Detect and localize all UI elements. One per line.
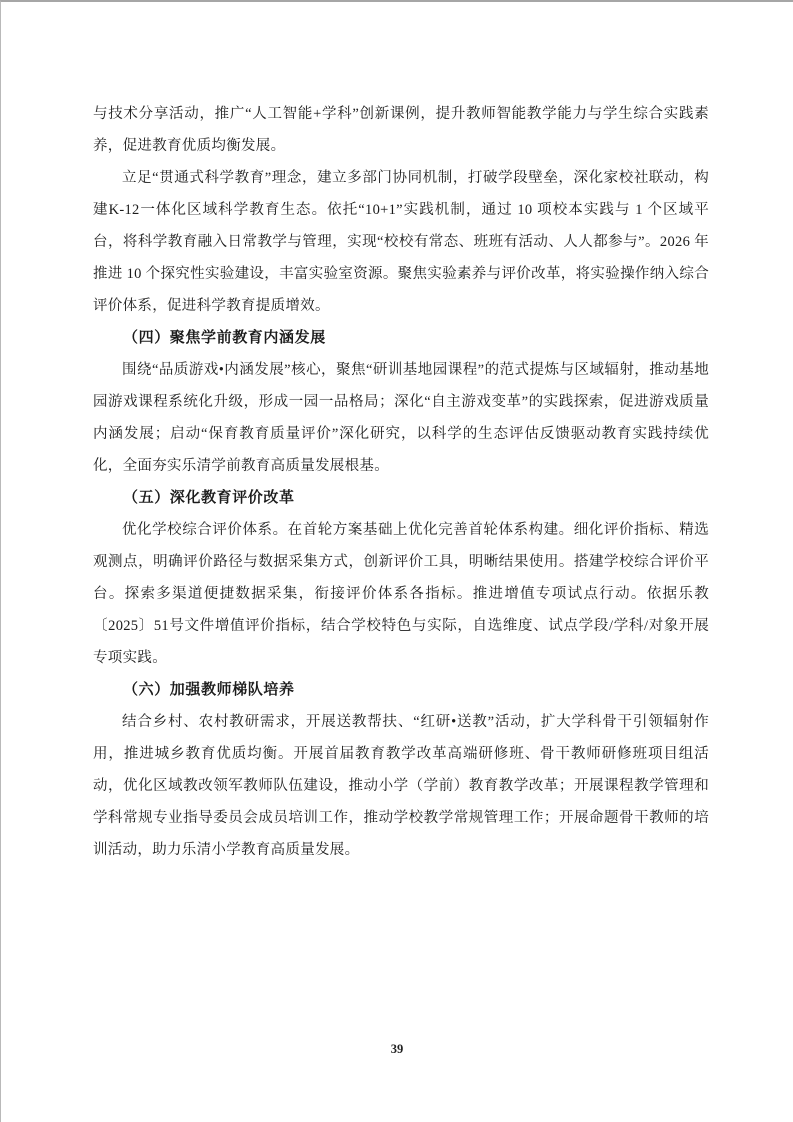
paragraph-continuation: 与技术分享活动，推广“人工智能+学科”创新课例，提升教师智能教学能力与学生综合实践素养，促进教育优质均衡发展。: [93, 106, 709, 154]
page-body: [93, 98, 709, 866]
paragraph-science-education: 立足“贯通式科学教育”理念，建立多部门协同机制，打破学段壁垒，深化家校社联动，构建K-12一体化区域科学教育生态。依托“10+1”实践机制，通过 10 项校本实践与 1 个区域平台，将科学教育融入日常教学与管理，实现“校校有常态、班班有活动、人人都参与”。2026 年推进 10 个探究性实验建设，丰富实验室资源。聚焦实验素养与评价改革，将实验操作纳入综合评价体系，促进科学教育提质增效。: [93, 170, 709, 314]
paragraph-teacher-training: 结合乡村、农村教研需求，开展送教帮扶、“红研•送教”活动，扩大学科骨干引领辐射作用，推进城乡教育优质均衡。开展首届教育教学改革高端研修班、骨干教师研修班项目组活动，优化区域教改领军教师队伍建设，推动小学（学前）教育教学改革；开展课程教学管理和学科常规专业指导委员会成员培训工作，推动学校教学常规管理工作；开展命题骨干教师的培训活动，助力乐清小学教育高质量发展。: [93, 714, 709, 858]
section-heading-5-evaluation-reform: （五）深化教育评价改革: [123, 489, 295, 506]
section-heading-4-preschool: （四）聚焦学前教育内涵发展: [123, 329, 326, 346]
paragraph-evaluation-reform: 优化学校综合评价体系。在首轮方案基础上优化完善首轮体系构建。细化评价指标、精选观测点，明确评价路径与数据采集方式，创新评价工具，明晰结果使用。搭建学校综合评价平台。探索多渠道便捷数据采集，衔接评价体系各指标。推进增值专项试点行动。依据乐教〔2025〕51号文件增值评价指标，结合学校特色与实际，自选维度、试点学段/学科/对象开展专项实践。: [93, 522, 709, 666]
page-number: 39: [390, 1042, 404, 1056]
paragraph-preschool-development: 围绕“品质游戏•内涵发展”核心，聚焦“研训基地园课程”的范式提炼与区域辐射，推动基地园游戏课程系统化升级，形成一园一品格局；深化“自主游戏变革”的实践探索，促进游戏质量内涵发展；启动“保育教育质量评价”深化研究，以科学的生态评估反馈驱动教育实践持续优化，全面夯实乐清学前教育高质量发展根基。: [93, 362, 709, 474]
section-heading-6-teacher-training: （六）加强教师梯队培养: [123, 681, 295, 698]
